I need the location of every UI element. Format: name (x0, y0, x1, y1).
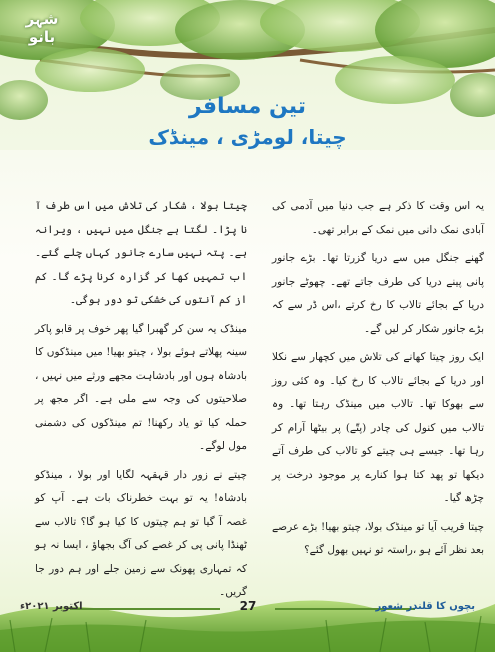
paragraph: چیتا بولا ، شکار کی تلاش میں اس طرف آ نا پڑا۔ لگتا ہے جنگل میں نہیں ، ویرانہ ہے۔ پتہ نہیں سارے جانور کہاں چلے گئے۔ اب تمہیں کھا کر گزارہ کرنا پڑے گا۔ کم از کم آنتوں کی خشکی تو دور ہوگی۔ (35, 200, 247, 306)
text-column-left (35, 195, 247, 610)
page-footer (0, 598, 495, 622)
paragraph: ایک روز چیتا کھانے کی تلاش میں کچھار سے نکلا اور دریا کے بجائے تالاب کا رخ کیا۔ وہ کئی روز سے بھوکا تھا۔ تالاب میں مینڈک رہتا تھا۔ وہ تالاب میں کنول کی چادر (پتّے) پر بیٹھا آرام کر رہا تھا۔ جیسے ہی چیتے کو تالاب کی طرف آتے دیکھا تو پھد کتا ہوا کنارے پر موجود درخت پر چڑھ گیا۔ (272, 351, 484, 504)
page-number: 27 (239, 599, 257, 613)
story-title-block (100, 92, 395, 152)
story-title: تین مسافر (188, 94, 307, 119)
story-subtitle: چیتا، لومڑی ، مینڈک (148, 125, 347, 149)
paragraph: یہ اس وقت کا ذکر ہے جب دنیا میں آدمی کی آبادی نمک دانی میں نمک کے برابر تھی۔ (272, 200, 484, 236)
footer-divider (70, 608, 220, 610)
paragraph: چیتا قریب آیا تو مینڈک بولا، چیتو بھیا! بڑے عرصے بعد نظر آئے ہو ،راستہ تو نہیں بھول گئے؟ (272, 520, 484, 556)
paragraph: گھنے جنگل میں سے دریا گزرتا تھا۔ بڑے جانور پانی پینے دریا کی طرف جاتے تھے۔ چھوٹے جانور دریا کے بجائے تالاب کا رخ کرتے ،اس ڈر سے کہ بڑے جانور شکار کر لیں گے۔ (272, 252, 484, 335)
issue-date: اکتوبر ۲۰۲۱ء (20, 601, 83, 612)
magazine-name: بچوں کا قلندر شعور (375, 601, 475, 612)
paragraph: مینڈک یہ سن کر گھبرا گیا پھر خوف پر قابو پاکر سینہ پھلاتے ہوئے بولا ، چیتو بھیا! میں مینڈکوں کا بادشاہ ہوں اور بادشاہت مجھے ورثے میں نہیں ، صلاحیتوں کی وجہ سے ملی ہے۔ اگر مجھ پر حملہ کیا تو یاد رکھنا! تم مینڈکوں کی دشمنی مول لوگے۔ (35, 322, 247, 452)
paragraph: چیتے نے زور دار قہقہہ لگایا اور بولا ، مینڈکو بادشاہ! یہ تو بہت خطرناک بات ہے۔ آپ کو غصہ آ گیا تو ہم چیتوں کا کیا ہو گا؟ تالاب سے ٹھنڈا پانی پی کر غصے کی آگ بجھاؤ ، ایسا نہ ہو کہ تمہاری پھونک سے زمین جلے اور ہم دور جا گریں۔ (35, 468, 247, 598)
text-column-right (272, 195, 484, 568)
author-name: شہر بانو (25, 10, 59, 46)
